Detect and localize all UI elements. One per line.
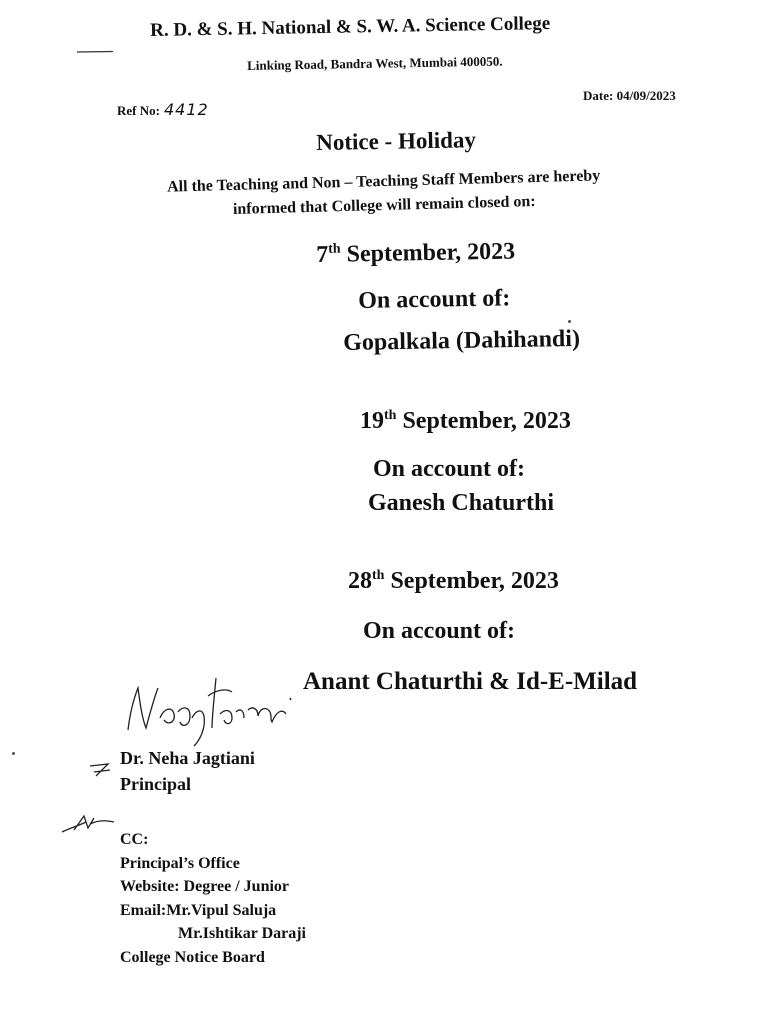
holiday-reason-1: Gopalkala (Dahihandi) xyxy=(343,325,581,356)
cc-item: Mr.Ishtikar Daraji xyxy=(178,925,306,942)
signatory-name: Dr. Neha Jagtiani xyxy=(120,748,255,768)
cc-item: Email:Mr.Vipul Saluja xyxy=(120,901,277,919)
notice-title: Notice - Holiday xyxy=(316,127,477,155)
ref-value: 4412 xyxy=(163,100,209,119)
speck xyxy=(12,752,15,755)
holiday-date-3: 28th September, 2023 xyxy=(348,568,559,594)
signatory-title: Principal xyxy=(120,774,191,794)
cc-item: Principal’s Office xyxy=(120,854,240,872)
cc-item: College Notice Board xyxy=(120,948,265,966)
reference-number xyxy=(117,100,209,119)
ref-label: Ref No: xyxy=(117,103,160,118)
cc-label: CC: xyxy=(120,831,149,848)
intro-line-2: informed that College will remain closed on: xyxy=(232,193,536,218)
initial-mark xyxy=(88,760,118,780)
initial-mark-2 xyxy=(60,808,116,838)
college-address: Linking Road, Bandra West, Mumbai 400050. xyxy=(247,53,503,73)
notice-intro xyxy=(0,160,768,228)
holiday-account-label-2: On account of: xyxy=(373,456,525,482)
holiday-account-label-1: On account of: xyxy=(358,285,511,314)
holiday-account-label-3: On account of: xyxy=(363,618,515,644)
cc-list xyxy=(120,828,306,969)
pen-mark xyxy=(76,50,114,54)
signature-image xyxy=(120,668,320,748)
holiday-date-2: 19th September, 2023 xyxy=(360,408,571,434)
cc-item: Website: Degree / Junior xyxy=(120,878,290,895)
holiday-date-1: 7th September, 2023 xyxy=(316,238,516,268)
holiday-reason-2: Ganesh Chaturthi xyxy=(368,490,555,516)
notice-date: Date: 04/09/2023 xyxy=(583,88,676,103)
speck xyxy=(568,320,571,323)
college-name: R. D. & S. H. National & S. W. A. Science College xyxy=(150,13,551,41)
intro-line-1: All the Teaching and Non – Teaching Staff Members are hereby xyxy=(166,167,601,196)
holiday-reason-3: Anant Chaturthi & Id-E-Milad xyxy=(303,668,638,695)
